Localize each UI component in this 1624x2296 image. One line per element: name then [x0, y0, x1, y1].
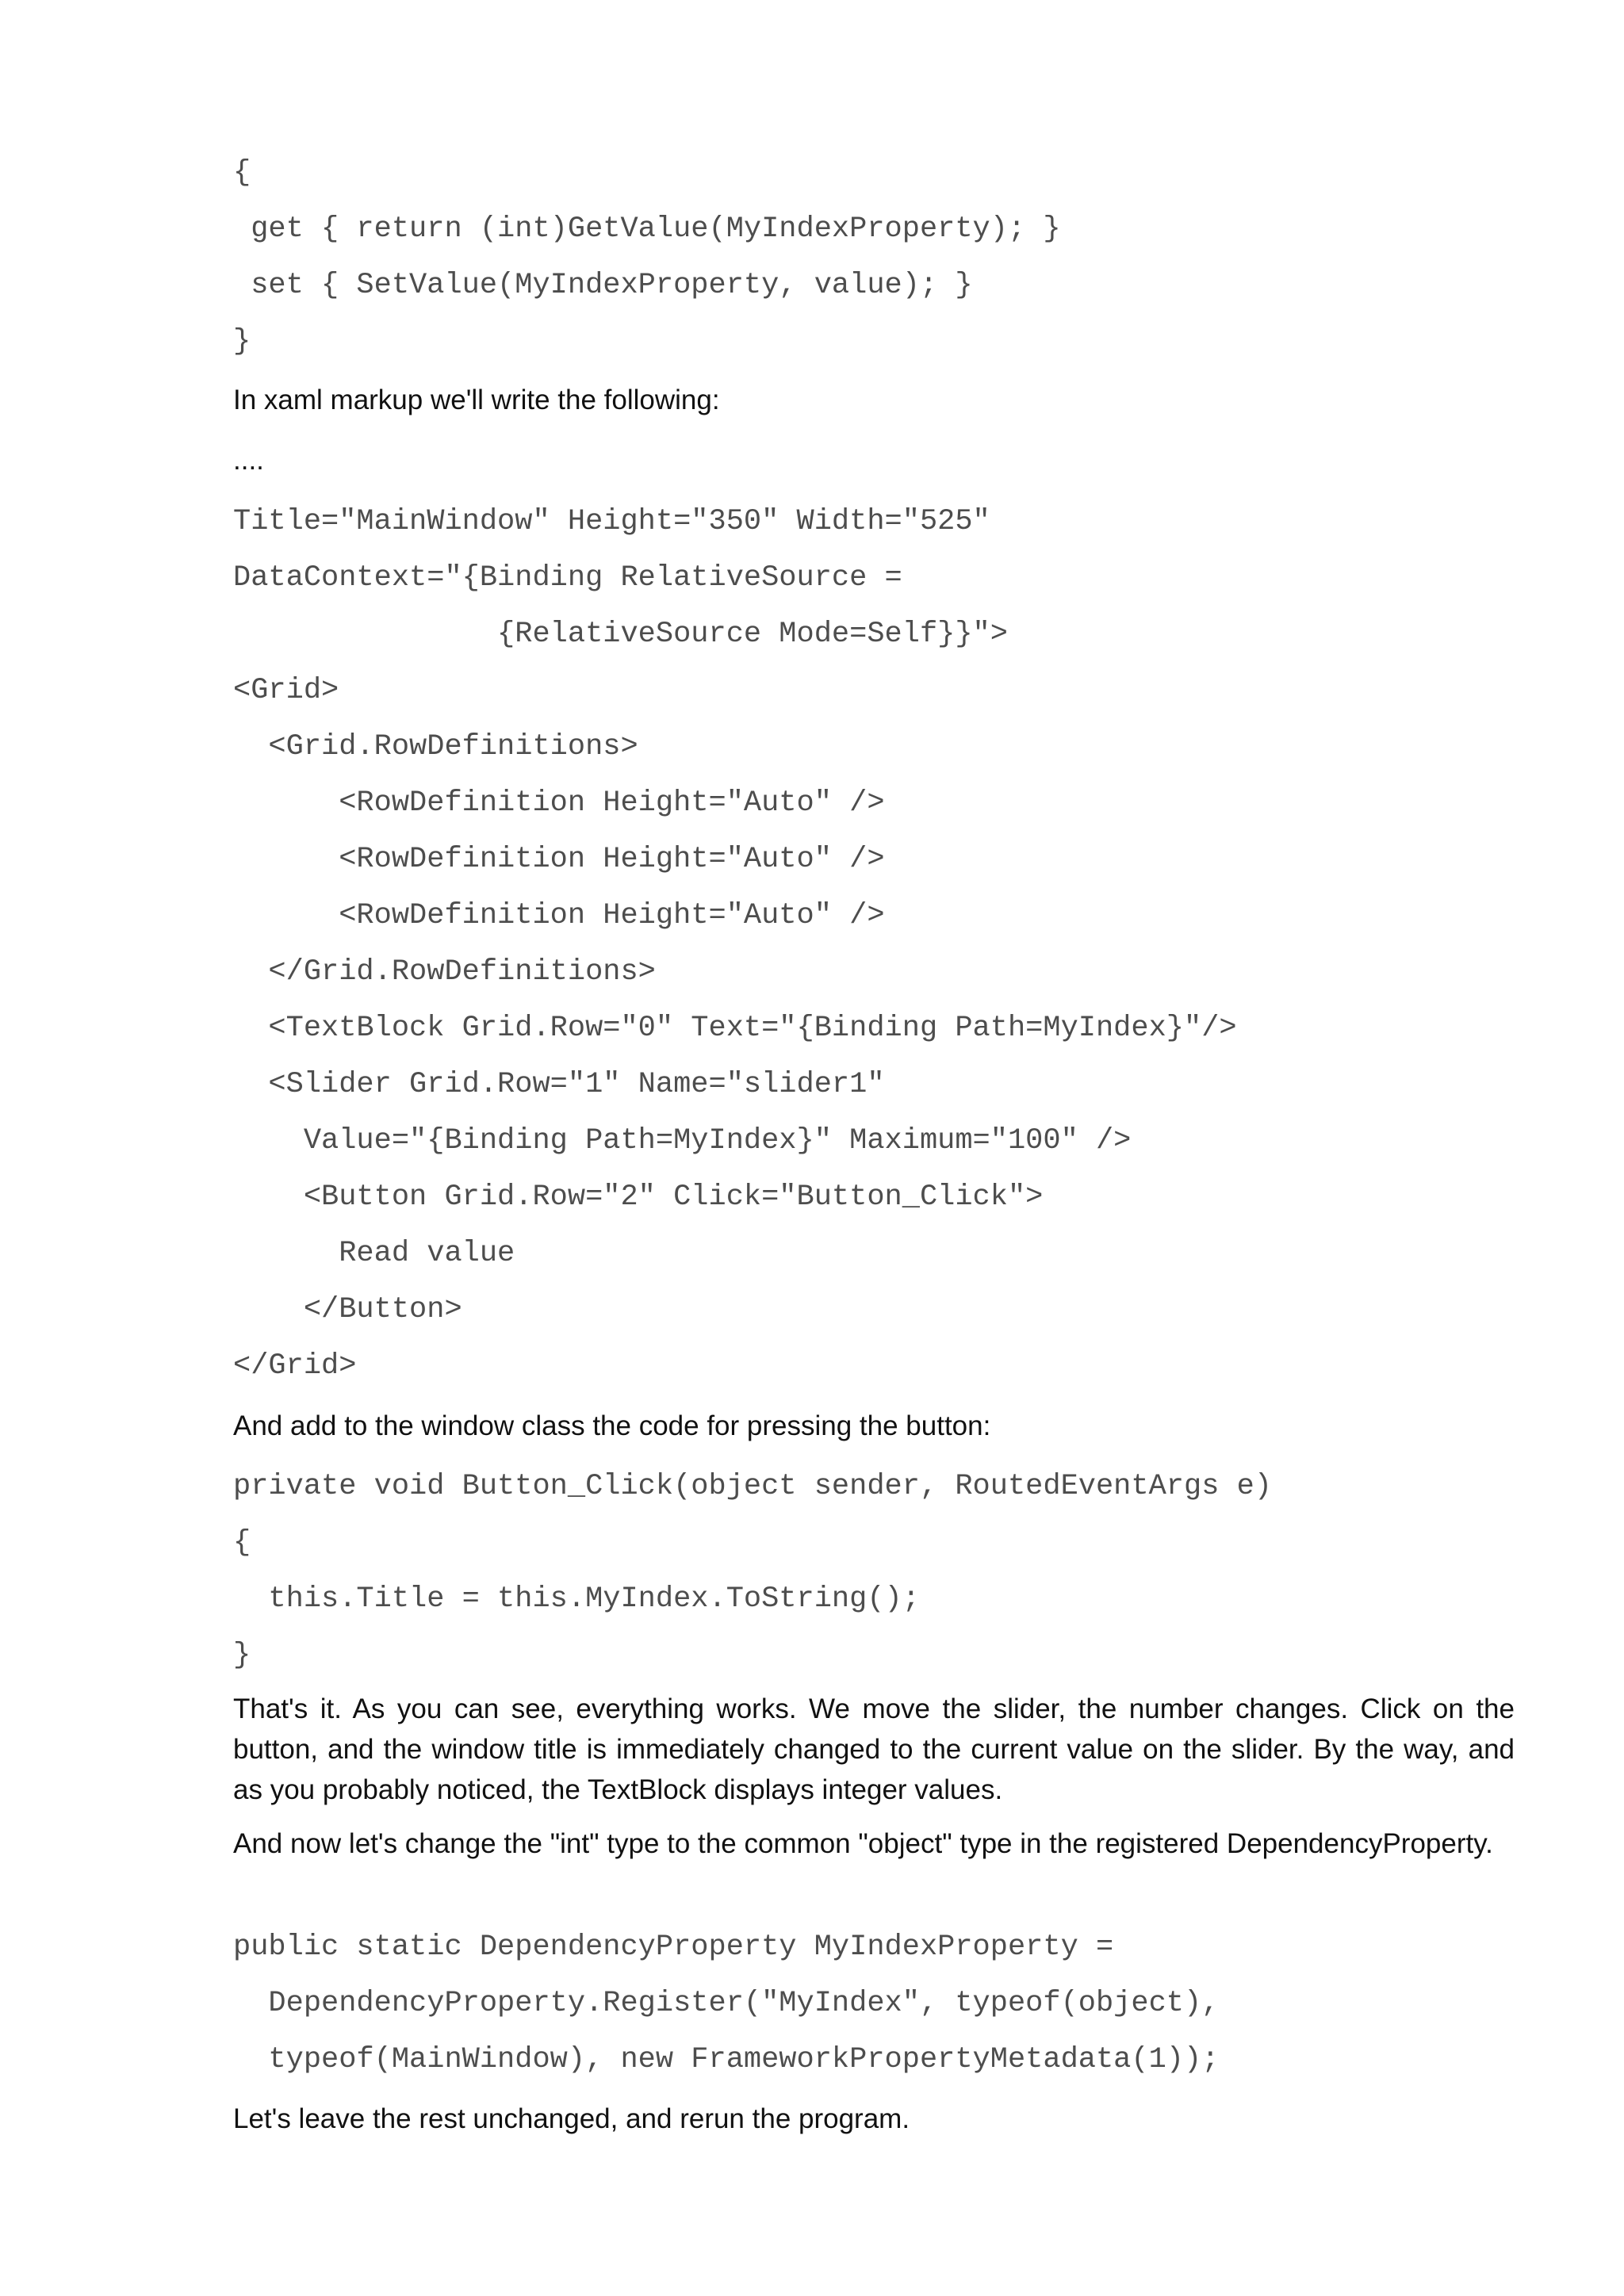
- explanation-paragraph: That's it. As you can see, everything works. We move the slider, the number changes. Click on the button, and the window title is immediately changed to the current value on the slider. By the way, and as you probably noticed, the TextBlock displays integer values.: [233, 1693, 1515, 1805]
- code-line: <TextBlock Grid.Row="0" Text="{Binding Path=MyIndex}"/>: [233, 1012, 1237, 1045]
- code-line: Value="{Binding Path=MyIndex}" Maximum="100" />: [233, 1124, 1132, 1158]
- code-line: <Grid>: [233, 674, 339, 707]
- code-line: </Grid>: [233, 1349, 357, 1383]
- code-line: </Grid.RowDefinitions>: [233, 955, 656, 989]
- code-line: {RelativeSource Mode=Self}}">: [233, 618, 1008, 651]
- button-handler-intro-text: And add to the window class the code for pressing the button:: [233, 1410, 991, 1441]
- change-type-paragraph: And now let's change the "int" type to the common "object" type in the registered DependencyProperty.: [233, 1828, 1493, 1859]
- code-line: {: [233, 1526, 251, 1559]
- code-line: {: [233, 156, 251, 189]
- code-line: Read value: [233, 1237, 515, 1270]
- code-line: private void Button_Click(object sender, RoutedEventArgs e): [233, 1470, 1273, 1503]
- code-line: public static DependencyProperty MyIndexProperty =: [233, 1931, 1114, 1964]
- code-line: Title="MainWindow" Height="350" Width="525": [233, 505, 990, 538]
- code-line: <Slider Grid.Row="1" Name="slider1": [233, 1068, 885, 1101]
- code-line: <Button Grid.Row="2" Click="Button_Click">: [233, 1181, 1044, 1214]
- intro-xaml-text: In xaml markup we'll write the following:: [233, 385, 720, 415]
- code-line: <RowDefinition Height="Auto" />: [233, 843, 885, 876]
- ellipsis-text: ....: [233, 445, 264, 476]
- closing-text: Let's leave the rest unchanged, and rerun the program.: [233, 2103, 910, 2134]
- code-line: typeof(MainWindow), new FrameworkPropertyMetadata(1));: [233, 2043, 1220, 2076]
- code-line: DataContext="{Binding RelativeSource =: [233, 561, 902, 595]
- code-line: <RowDefinition Height="Auto" />: [233, 899, 885, 932]
- code-line: }: [233, 325, 251, 358]
- code-line: <Grid.RowDefinitions>: [233, 730, 638, 763]
- code-line: }: [233, 1639, 251, 1672]
- code-line: get { return (int)GetValue(MyIndexProperty); }: [233, 212, 1061, 246]
- code-line: </Button>: [233, 1293, 462, 1326]
- code-line: DependencyProperty.Register("MyIndex", typeof(object),: [233, 1987, 1220, 2020]
- code-line: <RowDefinition Height="Auto" />: [233, 786, 885, 820]
- code-line: this.Title = this.MyIndex.ToString();: [233, 1582, 920, 1616]
- code-line: set { SetValue(MyIndexProperty, value); }: [233, 269, 973, 302]
